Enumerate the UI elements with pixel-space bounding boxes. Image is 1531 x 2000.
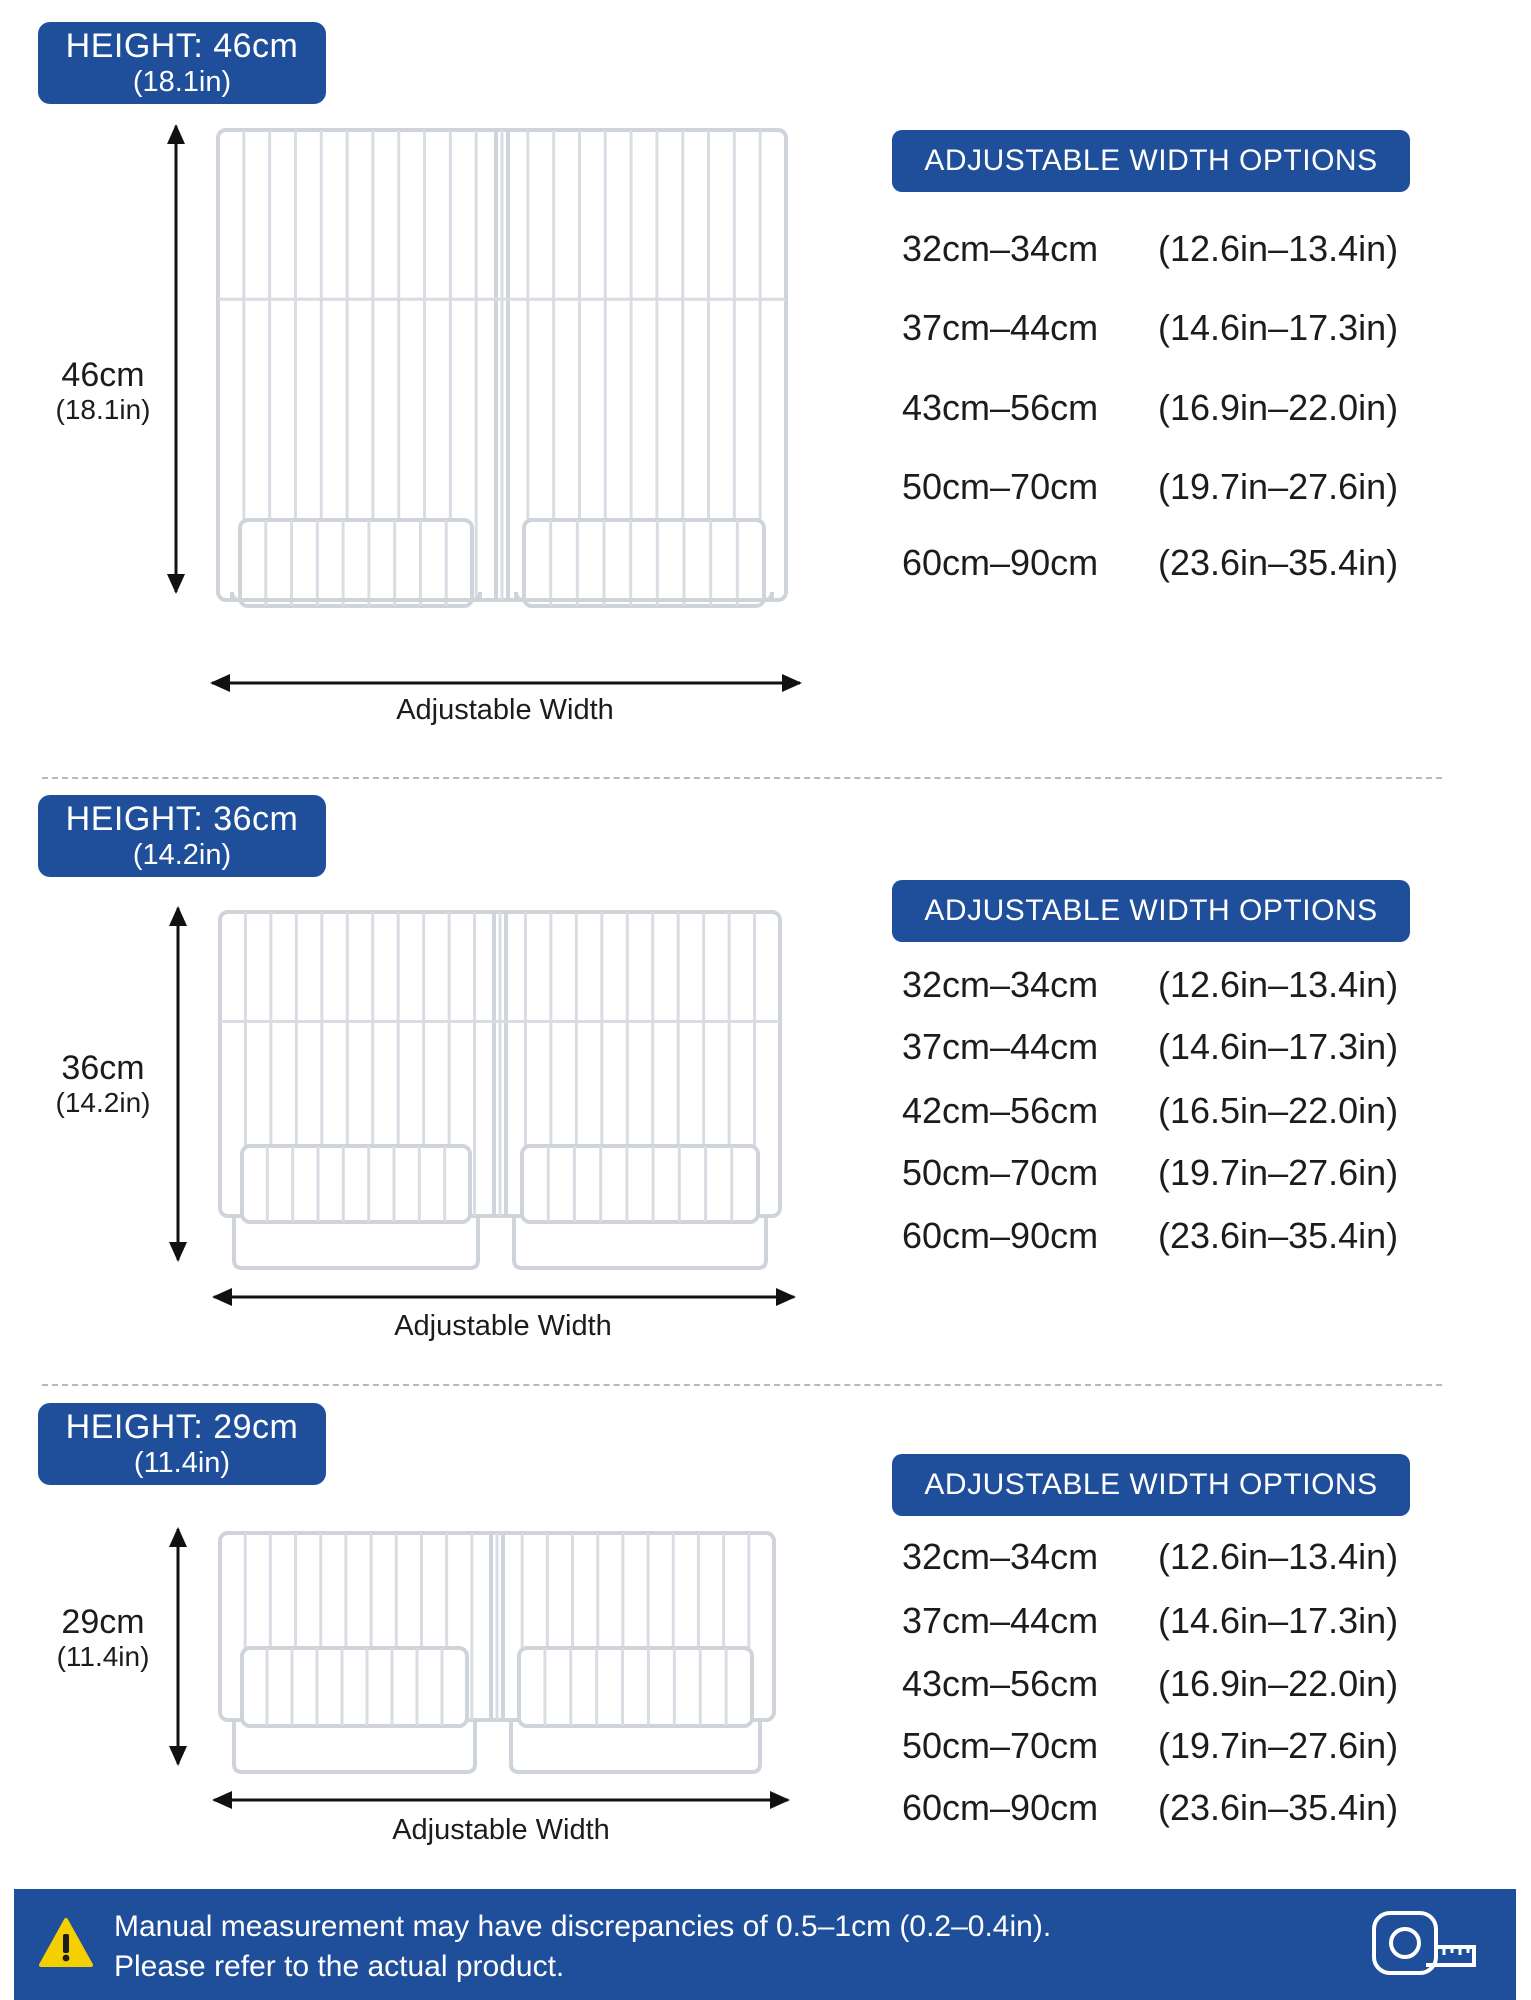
width-option-row [902, 1725, 1462, 1767]
tape-measure-icon [1370, 1907, 1480, 1979]
width-option-cm: 50cm–70cm [902, 1725, 1099, 1766]
width-dimension-label: Adjustable Width [394, 1310, 612, 1342]
width-option-inch: (12.6in–13.4in) [1158, 1536, 1399, 1577]
height-badge-sub: (14.2in) [132, 839, 232, 871]
width-option-inch: (19.7in–27.6in) [1158, 466, 1399, 507]
height-badge-main: HEIGHT: 46cm [65, 27, 299, 65]
width-option-cm: 37cm–44cm [902, 307, 1099, 348]
width-dimension-label: Adjustable Width [396, 694, 614, 726]
height-badge-main: HEIGHT: 36cm [65, 800, 299, 838]
footer-disclaimer [14, 1889, 1516, 2000]
height-dimension-cm: 29cm [61, 1603, 145, 1641]
width-option-cm: 43cm–56cm [902, 1663, 1099, 1704]
width-option-inch: (16.9in–22.0in) [1158, 1663, 1399, 1704]
width-option-inch: (12.6in–13.4in) [1158, 228, 1399, 269]
disclaimer-line-2: Please refer to the actual product. [114, 1950, 565, 1983]
height-dimension-cm: 36cm [61, 1049, 145, 1087]
width-option-cm: 50cm–70cm [902, 466, 1099, 507]
width-option-cm: 60cm–90cm [902, 1787, 1099, 1828]
height-badge-main: HEIGHT: 29cm [65, 1408, 299, 1446]
height-dimension-inch: (14.2in) [55, 1087, 151, 1118]
width-option-inch: (12.6in–13.4in) [1158, 964, 1399, 1005]
width-option-row [902, 1663, 1462, 1705]
height-badge-sub: (18.1in) [132, 66, 232, 98]
disclaimer-text [114, 1907, 1051, 1987]
width-option-cm: 60cm–90cm [902, 542, 1099, 583]
width-dimension-label: Adjustable Width [392, 1814, 610, 1846]
disclaimer-line-1: Manual measurement may have discrepancies of 0.5–1cm (0.2–0.4in). [114, 1910, 1052, 1943]
width-option-cm: 32cm–34cm [902, 964, 1099, 1005]
width-option-cm: 32cm–34cm [902, 228, 1099, 269]
width-option-inch: (16.5in–22.0in) [1158, 1090, 1399, 1131]
width-option-inch: (14.6in–17.3in) [1158, 1600, 1399, 1641]
width-option-inch: (19.7in–27.6in) [1158, 1725, 1399, 1766]
warning-triangle-icon [38, 1917, 94, 1969]
width-option-cm: 37cm–44cm [902, 1600, 1099, 1641]
width-options-header: ADJUSTABLE WIDTH OPTIONS [892, 1454, 1410, 1516]
width-options-header: ADJUSTABLE WIDTH OPTIONS [892, 880, 1410, 942]
width-option-inch: (16.9in–22.0in) [1158, 387, 1399, 428]
height-dimension-inch: (11.4in) [56, 1641, 150, 1672]
width-option-inch: (23.6in–35.4in) [1158, 542, 1399, 583]
width-option-row [902, 1536, 1462, 1578]
width-option-cm: 50cm–70cm [902, 1152, 1099, 1193]
width-option-row [902, 1787, 1462, 1829]
width-options-header: ADJUSTABLE WIDTH OPTIONS [892, 130, 1410, 192]
height-dimension-cm: 46cm [61, 356, 145, 394]
width-option-cm: 60cm–90cm [902, 1215, 1099, 1256]
width-option-cm: 43cm–56cm [902, 387, 1099, 428]
width-option-inch: (23.6in–35.4in) [1158, 1215, 1399, 1256]
width-option-inch: (19.7in–27.6in) [1158, 1152, 1399, 1193]
width-option-cm: 32cm–34cm [902, 1536, 1099, 1577]
height-badge-sub: (11.4in) [133, 1447, 231, 1479]
width-option-inch: (14.6in–17.3in) [1158, 1026, 1399, 1067]
width-option-inch: (14.6in–17.3in) [1158, 307, 1399, 348]
height-dimension-inch: (18.1in) [55, 394, 151, 425]
width-option-cm: 42cm–56cm [902, 1090, 1099, 1131]
width-option-inch: (23.6in–35.4in) [1158, 1787, 1399, 1828]
width-option-row [902, 1600, 1462, 1642]
width-option-cm: 37cm–44cm [902, 1026, 1099, 1067]
